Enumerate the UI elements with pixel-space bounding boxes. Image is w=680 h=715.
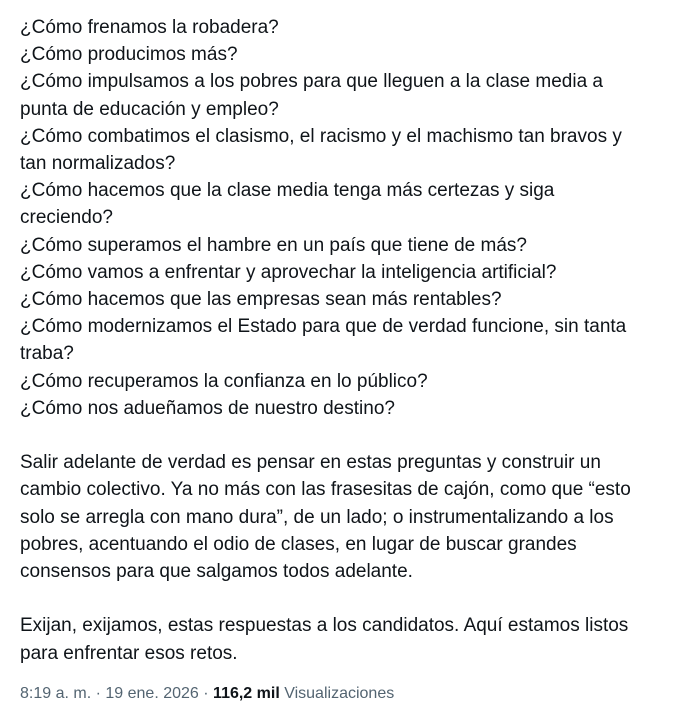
paragraph-line: Salir adelante de verdad es pensar en estas preguntas y construir un: [20, 452, 601, 474]
tweet-time-link[interactable]: 8:19 a. m.: [20, 685, 92, 702]
views-count[interactable]: 116,2 mil: [213, 685, 280, 702]
tweet-date-link[interactable]: 19 ene. 2026: [105, 685, 199, 702]
question-line: tan normalizados?: [20, 153, 176, 175]
question-line: ¿Cómo combatimos el clasismo, el racismo y el machismo tan bravos y: [20, 125, 622, 147]
question-line: ¿Cómo nos adueñamos de nuestro destino?: [20, 397, 395, 419]
question-line: ¿Cómo impulsamos a los pobres para que lleguen a la clase media a: [20, 71, 603, 93]
paragraph-line: pobres, acentuando el odio de clases, en lugar de buscar grandes: [20, 533, 577, 555]
paragraph-line: solo se arregla con mano dura”, de un lado; o instrumentalizando a los: [20, 506, 614, 528]
question-line: ¿Cómo frenamos la robadera?: [20, 17, 279, 38]
question-line: ¿Cómo vamos a enfrentar y aprovechar la inteligencia artificial?: [20, 261, 557, 283]
paragraph-gap: [20, 422, 660, 449]
paragraph-gap: [20, 585, 660, 612]
question-line: ¿Cómo recuperamos la confianza en lo público?: [20, 370, 428, 392]
paragraph-line: cambio colectivo. Ya no más con las frasesitas de cajón, como que “esto: [20, 479, 631, 501]
question-line: ¿Cómo modernizamos el Estado para que de verdad funcione, sin tanta: [20, 316, 627, 338]
question-line: creciendo?: [20, 207, 113, 229]
tweet-body: [20, 14, 660, 667]
question-line: punta de educación y empleo?: [20, 98, 279, 120]
paragraph-line: consensos para que salgamos todos adelante.: [20, 561, 413, 583]
question-line: ¿Cómo superamos el hambre en un país que tiene de más?: [20, 234, 527, 256]
tweet-metadata: [20, 683, 394, 705]
tweet-text: [20, 14, 660, 667]
question-line: traba?: [20, 343, 74, 365]
meta-separator: ·: [95, 685, 101, 702]
paragraph-line: Exijan, exijamos, estas respuestas a los candidatos. Aquí estamos listos: [20, 615, 629, 637]
question-line: ¿Cómo hacemos que las empresas sean más rentables?: [20, 289, 502, 311]
question-line: ¿Cómo hacemos que la clase media tenga más certezas y siga: [20, 180, 555, 202]
views-label[interactable]: Visualizaciones: [284, 685, 395, 702]
paragraph-line: para enfrentar esos retos.: [20, 642, 238, 664]
question-line: ¿Cómo producimos más?: [20, 44, 238, 66]
meta-separator: ·: [203, 685, 209, 702]
